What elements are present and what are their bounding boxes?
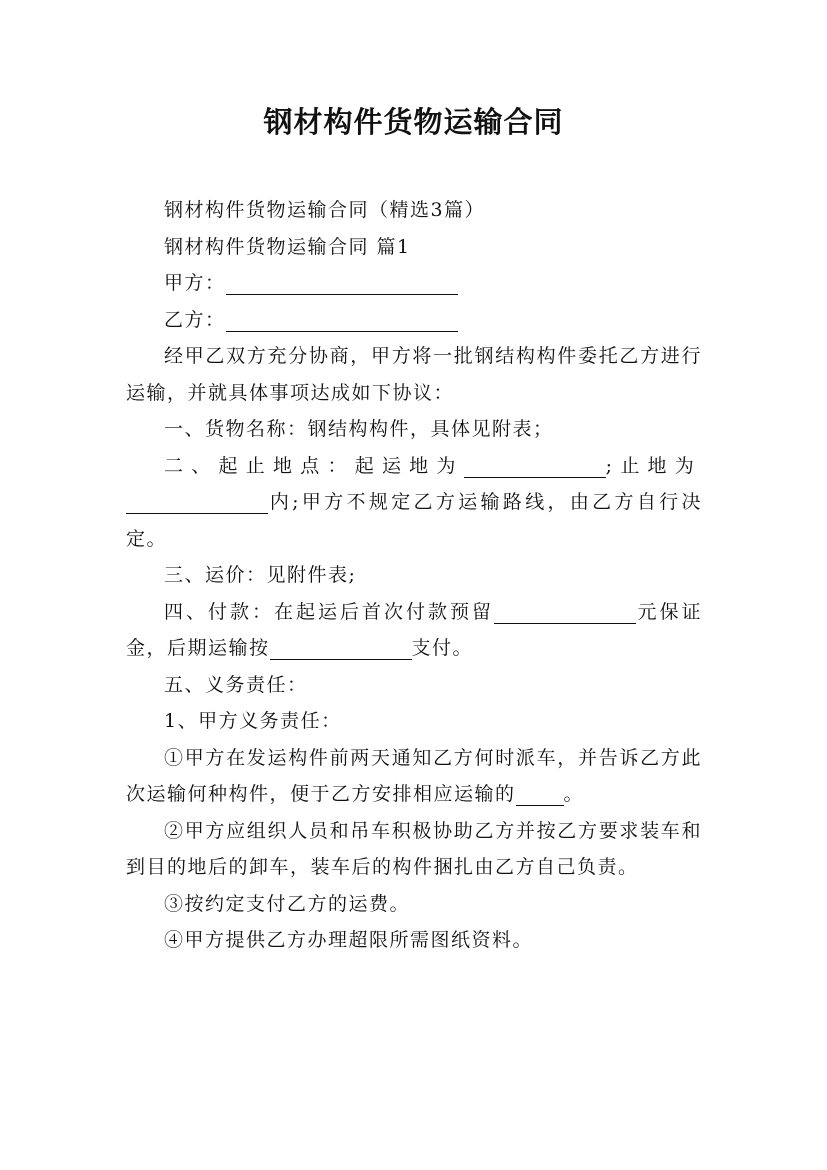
document-title: 钢材构件货物运输合同 (263, 105, 564, 139)
paragraph-party-a-obligations: 1、甲方义务责任： (164, 710, 342, 732)
paragraph-obligation-3: ③按约定支付乙方的运费。 (164, 892, 411, 915)
origin-blank (464, 453, 606, 478)
document-body (126, 192, 702, 959)
paragraph-obligations: 五、义务责任： (164, 673, 308, 696)
paragraph-goods-name: 一、货物名称：钢结构构件，具体见附表； (164, 418, 554, 440)
payment-text-start: 四、付款：在起运后首次付款预留 (164, 600, 494, 623)
payment-method-blank (270, 635, 412, 660)
locations-text-start: 二、起止地点：起运地为 (164, 454, 464, 477)
payment-text-mid: 元保证金，后期运输按 (126, 600, 702, 659)
payment-text-end: 支付。 (411, 637, 474, 659)
paragraph-payment (126, 594, 702, 667)
party-b-label: 乙方： (164, 308, 226, 331)
vehicle-blank (516, 781, 564, 806)
party-a-blank (226, 270, 458, 295)
party-a-label: 甲方： (164, 272, 226, 294)
locations-text-mid: ;止地为 (605, 454, 703, 477)
obligation-1-end: 。 (563, 783, 585, 805)
paragraph-locations (126, 448, 702, 558)
paragraph-party-b (126, 302, 702, 339)
paragraph-section-heading: 钢材构件货物运输合同 篇1 (164, 235, 411, 258)
paragraph-obligation-1 (126, 740, 702, 813)
paragraph-freight-rate: 三、运价：见附件表; (164, 564, 357, 586)
deposit-blank (494, 599, 636, 624)
paragraph-obligation-2: ②甲方应组织人员和吊车积极协助乙方并按乙方要求装车和到目的地后的卸车，装车后的构件捆扎由乙方自己负责。 (126, 819, 702, 878)
paragraph-obligation-4: ④甲方提供乙方办理超限所需图纸资料。 (164, 929, 534, 951)
party-b-blank (226, 307, 458, 332)
paragraph-subtitle: 钢材构件货物运输合同（精选3篇） (164, 199, 486, 221)
destination-blank (126, 489, 268, 514)
locations-text-end: 内;甲方不规定乙方运输路线，由乙方自行决定。 (126, 491, 702, 550)
paragraph-agreement-intro: 经甲乙双方充分协商，甲方将一批钢结构构件委托乙方进行运输，并就具体事项达成如下协议： (126, 345, 702, 404)
paragraph-party-a (126, 265, 702, 302)
obligation-1-text: ①甲方在发运构件前两天通知乙方何时派车，并告诉乙方此次运输何种构件，便于乙方安排相应运输的 (126, 746, 702, 805)
